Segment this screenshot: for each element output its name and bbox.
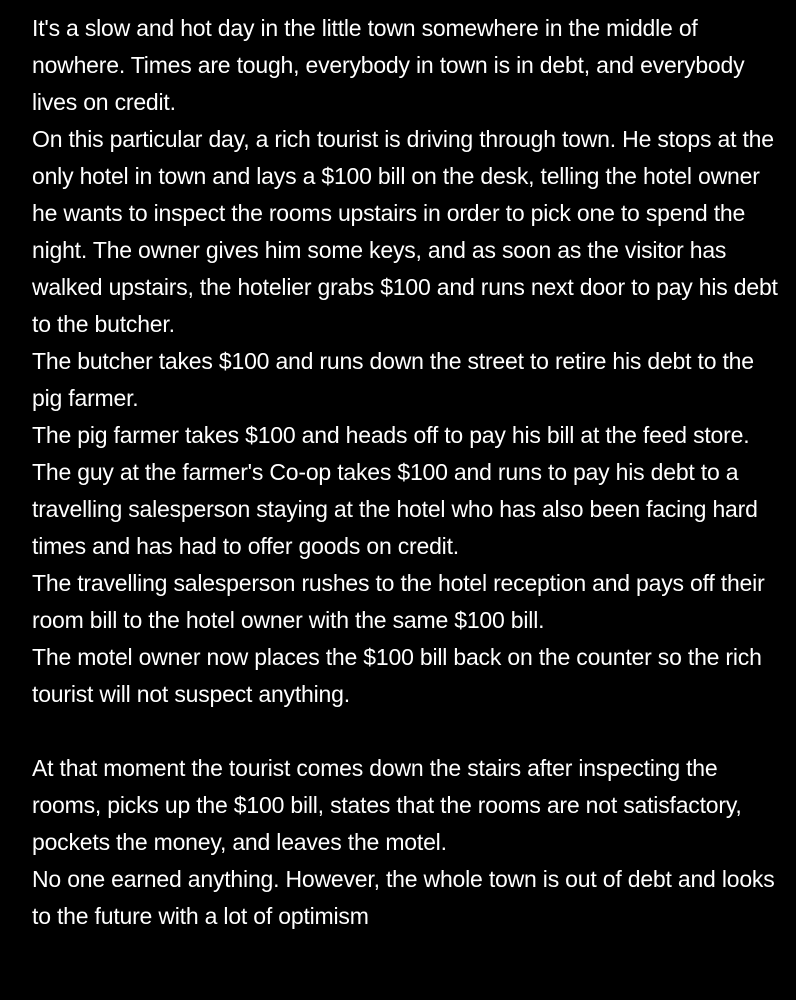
paragraph-pig-farmer: The pig farmer takes $100 and heads off to pay his bill at the feed store. (32, 422, 750, 448)
paragraph-coop: The guy at the farmer's Co-op takes $100 and runs to pay his debt to a travelling salesperson staying at the hotel who has also been facing hard times and has had to offer goods on credit. (32, 459, 758, 559)
paragraph-motel-owner: The motel owner now places the $100 bill back on the counter so the rich tourist will not suspect anything. (32, 644, 762, 707)
paragraph-intro: It's a slow and hot day in the little town somewhere in the middle of nowhere. Times are tough, everybody in town is in debt, and everybody lives on credit. (32, 15, 745, 115)
paragraph-salesperson: The travelling salesperson rushes to the hotel reception and pays off their room bill to the hotel owner with the same $100 bill. (32, 570, 765, 633)
paragraph-conclusion: No one earned anything. However, the whole town is out of debt and looks to the future with a lot of optimism (32, 866, 775, 929)
paragraph-tourist-arrives: On this particular day, a rich tourist is driving through town. He stops at the only hotel in town and lays a $100 bill on the desk, telling the hotel owner he wants to inspect the rooms upstairs in order to pick one to spend the night. The owner gives him some keys, and as soon as the visitor has walked upstairs, the hotelier grabs $100 and runs next door to pay his debt to the butcher. (32, 126, 778, 337)
story-text-block (32, 10, 782, 935)
paragraph-tourist-leaves: At that moment the tourist comes down the stairs after inspecting the rooms, picks up the $100 bill, states that the rooms are not satisfactory, pockets the money, and leaves the motel. (32, 755, 742, 855)
paragraph-spacer (32, 713, 782, 750)
paragraph-butcher: The butcher takes $100 and runs down the street to retire his debt to the pig farmer. (32, 348, 754, 411)
